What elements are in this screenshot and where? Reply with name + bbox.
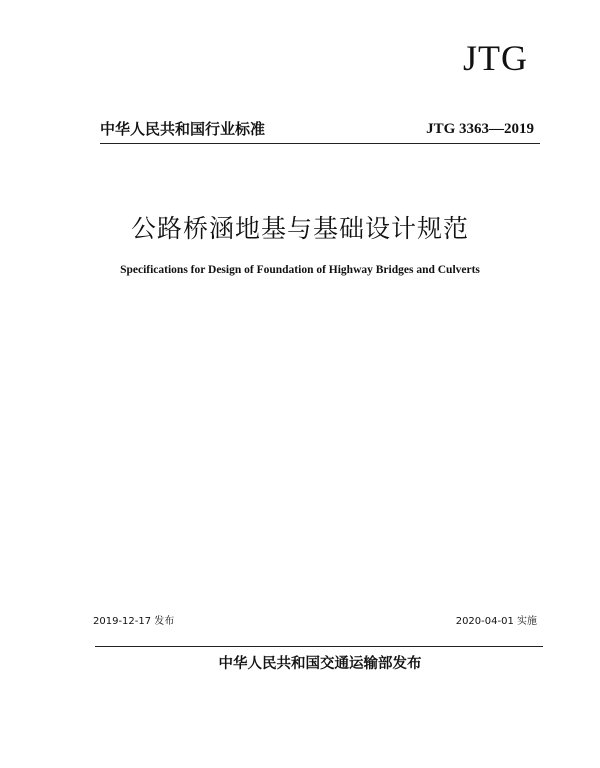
issue-date: 2019-12-17 发布: [93, 616, 175, 627]
date-row: [93, 614, 543, 632]
document-title-cn: 公路桥涵地基与基础设计规范: [130, 214, 469, 243]
cover-header: [100, 118, 540, 142]
standard-number: JTG 3363—2019: [426, 121, 534, 137]
publisher: 中华人民共和国交通运输部发布: [218, 656, 422, 672]
document-title-en: Specifications for Design of Foundation of Highway Bridges and Culverts: [120, 264, 480, 276]
standard-category: 中华人民共和国行业标准: [100, 120, 266, 138]
header-divider: [100, 143, 540, 144]
standard-code: JTG: [463, 38, 528, 78]
footer-divider: [95, 646, 543, 647]
implementation-date: 2020-04-01 实施: [455, 616, 537, 627]
